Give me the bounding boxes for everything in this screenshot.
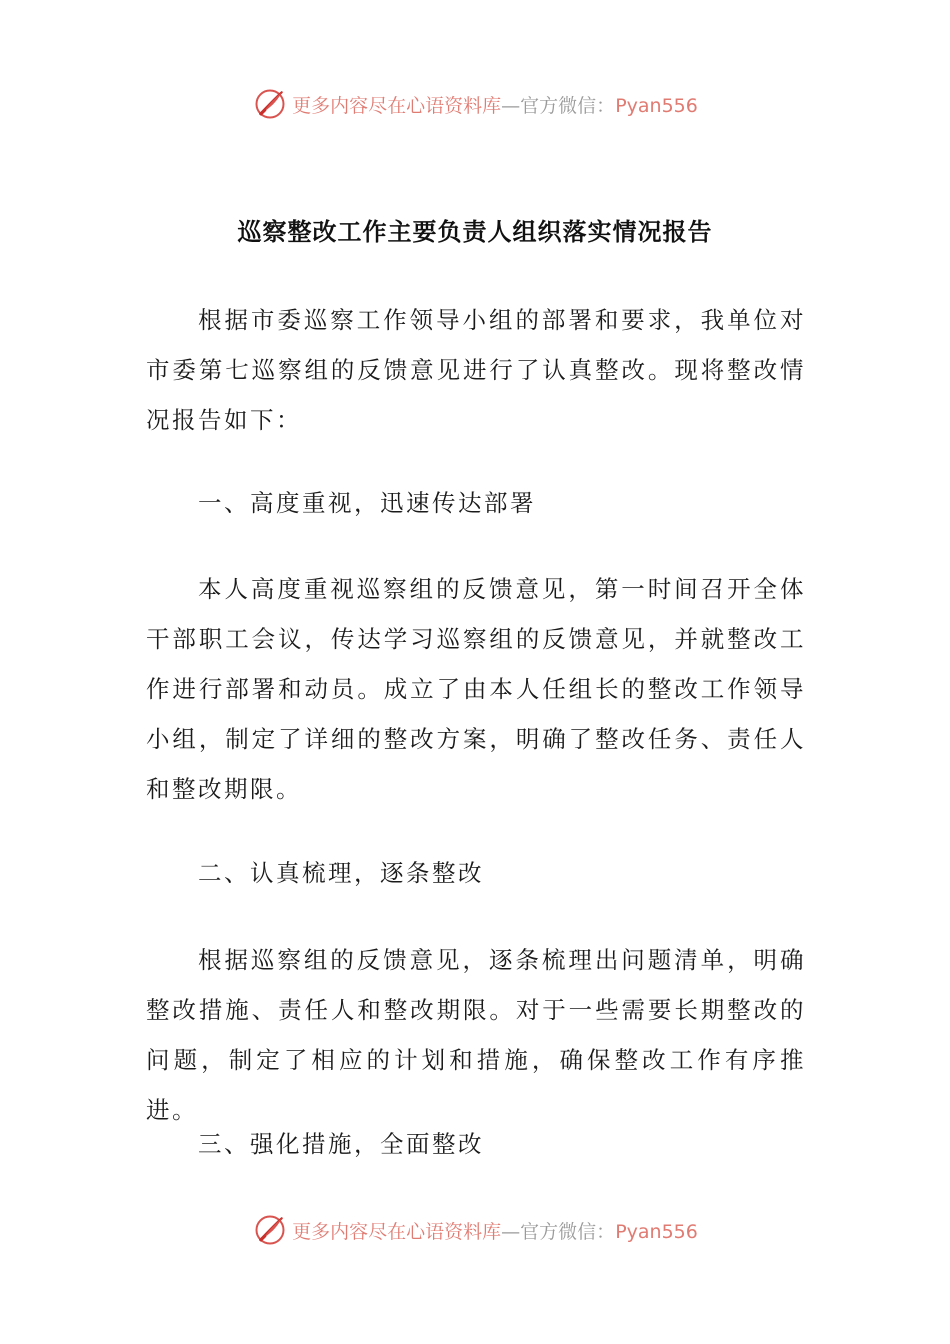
footer-banner — [0, 1208, 950, 1252]
banner-main-text: 更多内容尽在心语资料库 — [292, 1220, 502, 1243]
section-3-heading: 三、强化措施，全面整改 — [198, 1130, 484, 1158]
intro-paragraph: 根据市委巡察工作领导小组的部署和要求，我单位对市委第七巡察组的反馈意见进行了认真整改。现将整改情况报告如下： — [146, 306, 806, 434]
section-2-heading: 二、认真梳理，逐条整改 — [198, 859, 484, 887]
quill-pen-logo-icon — [252, 1212, 288, 1248]
banner-official-label: 官方微信： — [520, 1220, 616, 1243]
banner-wechat-id: Pyan556 — [615, 94, 698, 117]
banner-text — [292, 1217, 698, 1244]
document-title: 巡察整改工作主要负责人组织落实情况报告 — [237, 217, 713, 246]
banner-main-text: 更多内容尽在心语资料库 — [292, 94, 502, 117]
header-banner — [0, 82, 950, 126]
section-1-heading: 一、高度重视，迅速传达部署 — [198, 489, 536, 517]
banner-text — [292, 91, 698, 118]
banner-official-label: 官方微信： — [520, 94, 616, 117]
banner-dash: — — [501, 1220, 521, 1243]
banner-dash: — — [501, 94, 521, 117]
banner-wechat-id: Pyan556 — [615, 1220, 698, 1243]
section-1-body: 本人高度重视巡察组的反馈意见，第一时间召开全体干部职工会议，传达学习巡察组的反馈意见，并就整改工作进行部署和动员。成立了由本人任组长的整改工作领导小组，制定了详细的整改方案，明确了整改任务、责任人和整改期限。 — [146, 575, 806, 803]
section-2-body: 根据巡察组的反馈意见，逐条梳理出问题清单，明确整改措施、责任人和整改期限。对于一些需要长期整改的问题，制定了相应的计划和措施，确保整改工作有序推进。 — [146, 946, 806, 1124]
quill-pen-logo-icon — [252, 86, 288, 122]
